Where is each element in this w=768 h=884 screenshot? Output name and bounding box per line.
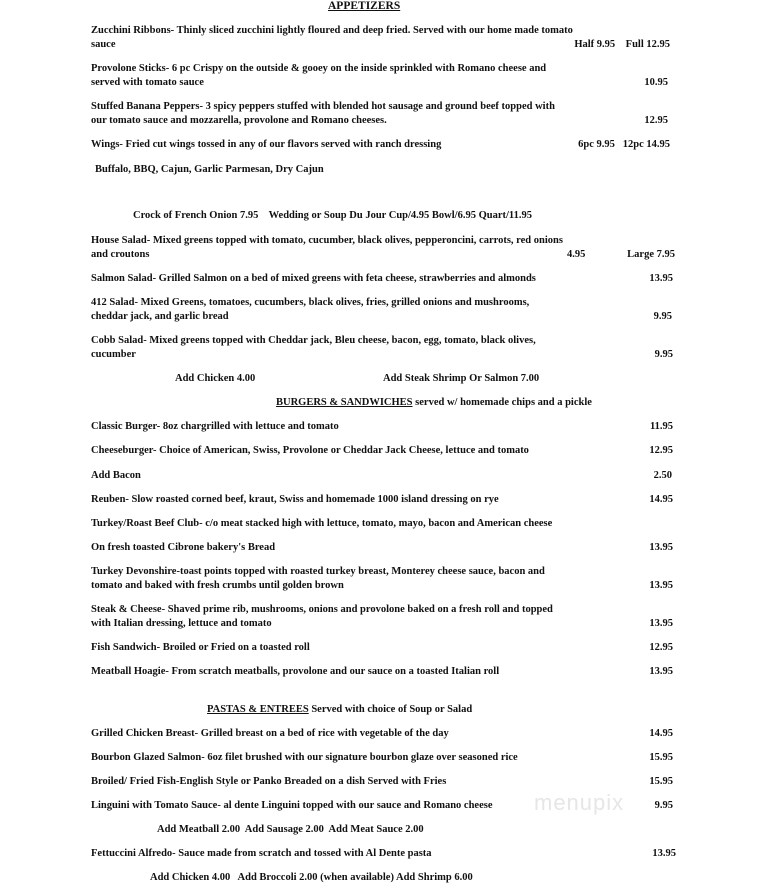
peppers-desc-2: our tomato sauce and mozzarella, provolone and Romano cheeses.	[91, 115, 387, 126]
club-desc-2: On fresh toasted Cibrone bakery's Bread	[91, 542, 276, 553]
classic-burger-price: 11.95	[649, 421, 673, 432]
salmon-salad-price: 13.95	[649, 273, 673, 284]
zucchini-desc-2: sauce	[91, 39, 116, 50]
add-bacon-price: 2.50	[653, 470, 672, 481]
cobb-salad-desc-1: Cobb Salad- Mixed greens topped with Cheddar jack, Bleu cheese, bacon, egg, tomato, black olives,	[91, 335, 536, 346]
alfredo-price: 13.95	[652, 848, 676, 859]
burgers-heading-line	[276, 396, 592, 409]
fried-fish-price: 15.95	[649, 776, 673, 787]
provolone-desc-1: Provolone Sticks- 6 pc Crispy on the outside & gooey on the inside sprinkled with Romano cheese and	[91, 63, 547, 74]
bourbon-salmon-desc: Bourbon Glazed Salmon- 6oz filet brushed with our signature bourbon glaze over seasoned rice	[91, 752, 518, 763]
burgers-heading: BURGERS & SANDWICHES	[276, 397, 413, 408]
fried-fish-desc: Broiled/ Fried Fish-English Style or Panko Breaded on a dish Served with Fries	[91, 776, 447, 787]
reuben-desc: Reuben- Slow roasted corned beef, kraut, Swiss and homemade 1000 island dressing on rye	[91, 494, 499, 505]
reuben-price: 14.95	[649, 494, 673, 505]
alfredo-desc: Fettuccini Alfredo- Sauce made from scratch and tossed with Al Dente pasta	[91, 848, 432, 859]
salad-412-desc-2: cheddar jack, and garlic bread	[91, 311, 229, 322]
club-desc-1: Turkey/Roast Beef Club- c/o meat stacked high with lettuce, tomato, mayo, bacon and American cheese	[91, 518, 553, 529]
linguini-addons: Add Meatball 2.00 Add Sausage 2.00 Add Meat Sauce 2.00	[157, 824, 424, 835]
devonshire-desc-2: tomato and baked with fresh crumbs until golden brown	[91, 580, 344, 591]
house-salad-large-price: Large 7.95	[627, 249, 675, 260]
peppers-price: 12.95	[644, 115, 668, 126]
provolone-price: 10.95	[644, 77, 668, 88]
bourbon-salmon-price: 15.95	[649, 752, 673, 763]
grilled-chicken-price: 14.95	[649, 728, 673, 739]
devonshire-price: 13.95	[649, 580, 673, 591]
cobb-salad-desc-2: cucumber	[91, 349, 136, 360]
devonshire-desc-1: Turkey Devonshire-toast points topped with roasted turkey breast, Monterey cheese sauce, bacon and	[91, 566, 545, 577]
steak-cheese-desc-2: with Italian dressing, lettuce and tomato	[91, 618, 272, 629]
add-chicken-salad: Add Chicken 4.00	[175, 373, 256, 384]
wings-price: 6pc 9.95 12pc 14.95	[578, 139, 670, 150]
club-price: 13.95	[649, 542, 673, 553]
add-steak-salad: Add Steak Shrimp Or Salmon 7.00	[383, 373, 540, 384]
salad-412-price: 9.95	[653, 311, 672, 322]
wings-desc: Wings- Fried cut wings tossed in any of our flavors served with ranch dressing	[91, 139, 442, 150]
salad-412-desc-1: 412 Salad- Mixed Greens, tomatoes, cucumbers, black olives, fries, grilled onions and mushrooms,	[91, 297, 530, 308]
provolone-desc-2: served with tomato sauce	[91, 77, 204, 88]
meatball-hoagie-desc: Meatball Hoagie- From scratch meatballs, provolone and our sauce on a toasted Italian roll	[91, 666, 500, 677]
zucchini-desc-1: Zucchini Ribbons- Thinly sliced zucchini lightly floured and deep fried. Served with our home made tomato	[91, 25, 573, 36]
cheeseburger-desc: Cheeseburger- Choice of American, Swiss, Provolone or Cheddar Jack Cheese, lettuce and tomato	[91, 445, 529, 456]
add-bacon-desc: Add Bacon	[91, 470, 141, 481]
appetizers-heading: APPETIZERS	[328, 0, 401, 12]
pastas-heading-note: Served with choice of Soup or Salad	[308, 704, 473, 715]
burgers-heading-note: served w/ homemade chips and a pickle	[412, 397, 592, 408]
fish-sandwich-price: 12.95	[649, 642, 673, 653]
steak-cheese-desc-1: Steak & Cheese- Shaved prime rib, mushrooms, onions and provolone baked on a fresh roll and topped	[91, 604, 553, 615]
linguini-desc: Linguini with Tomato Sauce- al dente Linguini topped with our sauce and Romano cheese	[91, 800, 493, 811]
steak-cheese-price: 13.95	[649, 618, 673, 629]
soups-line: Crock of French Onion 7.95 Wedding or Soup Du Jour Cup/4.95 Bowl/6.95 Quart/11.95	[133, 210, 532, 221]
classic-burger-desc: Classic Burger- 8oz chargrilled with lettuce and tomato	[91, 421, 339, 432]
house-salad-desc-1: House Salad- Mixed greens topped with tomato, cucumber, black olives, pepperoncini, carrots, red onions	[91, 235, 563, 246]
salmon-salad-desc: Salmon Salad- Grilled Salmon on a bed of mixed greens with feta cheese, strawberries and almonds	[91, 273, 536, 284]
menupix-watermark: menupix	[534, 790, 625, 815]
cobb-salad-price: 9.95	[654, 349, 673, 360]
fish-sandwich-desc: Fish Sandwich- Broiled or Fried on a toasted roll	[91, 642, 310, 653]
wings-flavors: Buffalo, BBQ, Cajun, Garlic Parmesan, Dry Cajun	[95, 164, 324, 175]
cheeseburger-price: 12.95	[649, 445, 673, 456]
pastas-heading: PASTAS & ENTREES	[207, 704, 309, 715]
grilled-chicken-desc: Grilled Chicken Breast- Grilled breast on a bed of rice with vegetable of the day	[91, 728, 449, 739]
alfredo-addons: Add Chicken 4.00 Add Broccoli 2.00 (when available) Add Shrimp 6.00	[150, 872, 473, 883]
zucchini-price: Half 9.95 Full 12.95	[574, 39, 670, 50]
pastas-heading-line	[207, 703, 472, 716]
linguini-price: 9.95	[654, 800, 673, 811]
peppers-desc-1: Stuffed Banana Peppers- 3 spicy peppers stuffed with blended hot sausage and ground beef topped with	[91, 101, 555, 112]
house-salad-desc-2: and croutons	[91, 249, 150, 260]
house-salad-small-price: 4.95	[567, 249, 586, 260]
meatball-hoagie-price: 13.95	[649, 666, 673, 677]
